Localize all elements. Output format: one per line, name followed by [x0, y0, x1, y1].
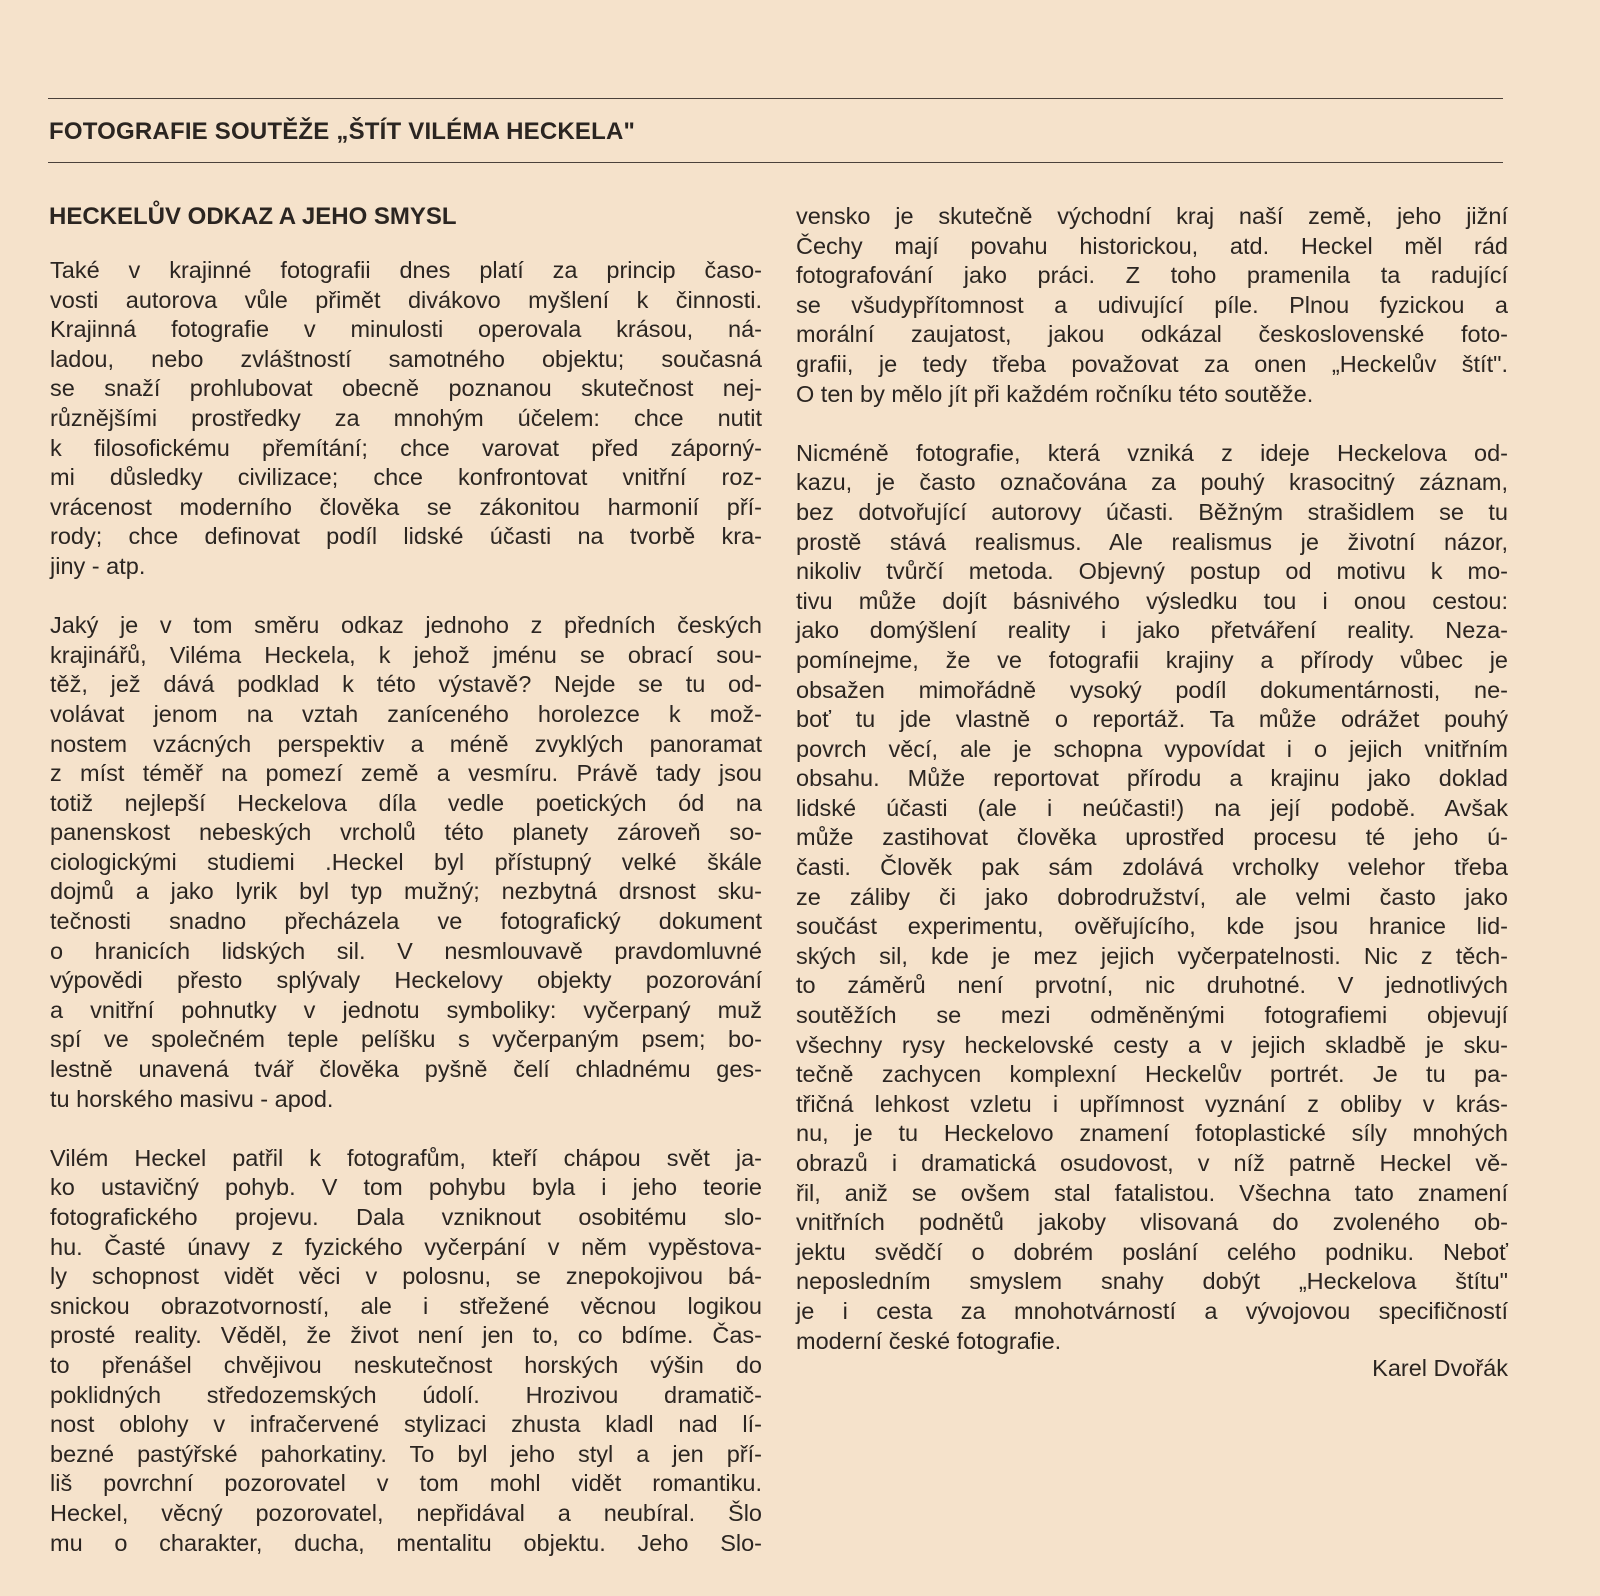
- text-line: nostem vzácných perspektiv a méně zvyklých panoramat: [50, 730, 762, 757]
- text-line: lidské účasti (ale i neúčasti!) na její podobě. Avšak: [796, 794, 1508, 821]
- text-line: vensko je skutečně východní kraj naší země, jeho jižní: [796, 203, 1508, 229]
- text-line: Vilém Heckel patřil k fotografům, kteří chápou svět ja-: [50, 1144, 762, 1171]
- text-line: obsažen mimořádně vysoký podíl dokumentárnosti, ne-: [796, 676, 1508, 703]
- text-line: fotografického projevu. Dala vzniknout osobitému slo-: [50, 1204, 762, 1230]
- text-line: spí ve společném teple pelíšku s vyčerpaným psem; bo-: [50, 1026, 762, 1053]
- text-line: k filosofickému přemítání; chce varovat před záporný-: [50, 434, 762, 461]
- text-line: pomínejme, že ve fotografii krajiny a přírody vůbec je: [796, 646, 1508, 673]
- text-line: tečnosti snadno přecházela ve fotografický dokument: [50, 908, 762, 935]
- text-line: to záměrů není prvotní, nic druhotné. V jednotlivých: [796, 972, 1508, 999]
- header-rule: [48, 162, 1503, 163]
- text-line: ských sil, kde je mez jejich vyčerpatelnosti. Nic z těch-: [796, 942, 1508, 969]
- text-line: kazu, je často označována za pouhý krasocitný záznam,: [796, 469, 1508, 496]
- text-line: prostě stává realismus. Ale realismus je životní názor,: [796, 528, 1508, 555]
- text-line: Čechy mají povahu historickou, atd. Heckel měl rád: [796, 232, 1508, 259]
- text-line: a vnitřní pohnutky v jednotu symboliky: vyčerpaný muž: [50, 996, 762, 1023]
- text-line: poklidných středozemských údolí. Hrozivou dramatič-: [50, 1381, 762, 1408]
- text-line: může zastihovat člověka uprostřed procesu té jeho ú-: [796, 824, 1508, 851]
- text-line: lestně unavená tvář člověka pyšně čelí chladnému ges-: [50, 1056, 762, 1083]
- top-rule: [48, 98, 1503, 99]
- text-line: z míst téměř na pomezí země a vesmíru. Právě tady jsou: [50, 760, 762, 787]
- text-line: třičná lehkost vzletu i upřímnost vyznání z obliby v krás-: [796, 1090, 1508, 1117]
- text-line: ladou, nebo zvláštností samotného objektu; současná: [50, 345, 762, 372]
- text-line: fotografování jako práci. Z toho pramenila ta radující: [796, 262, 1508, 289]
- text-line: Také v krajinné fotografii dnes platí za princip časo-: [50, 257, 762, 283]
- text-line: Krajinná fotografie v minulosti operovala krásou, ná-: [50, 316, 762, 343]
- text-line: se všudypřítomnost a udivující píle. Plnou fyzickou a: [796, 291, 1508, 318]
- text-line: krajinářů, Viléma Heckela, k jehož jménu se obrací sou-: [50, 641, 762, 668]
- text-line: neposledním smyslem snahy dobýt „Heckelova štítu": [796, 1268, 1508, 1295]
- text-line: časti. Člověk pak sám zdolává vrcholky velehor třeba: [796, 854, 1508, 881]
- text-line: bezné pastýřské pahorkatiny. To byl jeho styl a jen pří-: [50, 1440, 762, 1467]
- text-line: prosté reality. Věděl, že život není jen to, co bdíme. Čas-: [50, 1322, 762, 1349]
- text-line: součást experimentu, ověřujícího, kde jsou hranice lid-: [796, 913, 1508, 940]
- text-line: volávat jenom na vztah zaníceného horolezce k mož-: [50, 700, 762, 727]
- paragraph: [796, 202, 1508, 409]
- text-line: rody; chce definovat podíl lidské účasti na tvorbě kra-: [50, 523, 762, 550]
- text-line: různějšími prostředky za mnohým účelem: chce nutit: [50, 404, 762, 431]
- text-line: jektu svědčí o dobrém poslání celého podniku. Neboť: [796, 1238, 1508, 1265]
- text-line: dojmů a jako lyrik byl typ mužný; nezbytná drsnost sku-: [50, 878, 762, 905]
- text-line: těž, jež dává podklad k této výstavě? Nejde se tu od-: [50, 671, 762, 698]
- text-line: totiž nejlepší Heckelova díla vedle poetických ód na: [50, 789, 762, 816]
- text-line: mu o charakter, ducha, mentalitu objektu. Jeho Slo-: [50, 1529, 762, 1556]
- text-line: ciologickými studiemi .Heckel byl přístupný velké škále: [50, 848, 762, 875]
- text-line: o hranicích lidských sil. V nesmlouvavě pravdomluvné: [50, 937, 762, 964]
- text-line: tivu může dojít básnivého výsledku tou i onou cestou:: [796, 587, 1508, 614]
- text-line: O ten by mělo jít při každém ročníku této soutěže.: [796, 380, 1314, 407]
- text-line: se snaží prohlubovat obecně poznanou skutečnost nej-: [50, 375, 762, 402]
- text-line: bez dotvořující autorovy účasti. Běžným strašidlem se tu: [796, 498, 1508, 525]
- text-line: boť tu jde vlastně o reportáž. Ta může odrážet pouhý: [796, 706, 1508, 733]
- text-line: je i cesta za mnohotvárností a vývojovou specifičností: [796, 1297, 1508, 1324]
- text-line: soutěžích se mezi odměněnými fotografiemi objevují: [796, 1002, 1508, 1029]
- text-line: ko ustavičný pohyb. V tom pohybu byla i jeho teorie: [50, 1174, 762, 1201]
- text-line: grafii, je tedy třeba považovat za onen „Heckelův štít".: [796, 350, 1508, 377]
- text-line: nikoliv tvůrčí metoda. Objevný postup od motivu k mo-: [796, 558, 1508, 585]
- article-title: HECKELŮV ODKAZ A JEHO SMYSL: [49, 203, 457, 230]
- text-line: výpovědi přesto splývaly Heckelovy objekty pozorování: [50, 967, 762, 994]
- text-line: hu. Časté únavy z fyzického vyčerpání v něm vypěstova-: [50, 1233, 762, 1260]
- text-line: mi důsledky civilizace; chce konfrontovat vnitřní roz-: [50, 464, 762, 491]
- text-line: obrazů i dramatická osudovost, v níž patrně Heckel vě-: [796, 1150, 1508, 1176]
- text-line: snickou obrazotvorností, ale i střežené věcnou logikou: [50, 1292, 762, 1319]
- text-line: vnitřních podnětů jakoby vlisovaná do zvoleného ob-: [796, 1209, 1508, 1236]
- section-header: FOTOGRAFIE SOUTĚŽE „ŠTÍT VILÉMA HECKELA": [49, 118, 636, 145]
- text-line: panenskost nebeských vrcholů této planety zároveň so-: [50, 819, 762, 846]
- text-line: povrch věcí, ale je schopna vypovídat i o jejich vnitřním: [796, 735, 1508, 762]
- text-line: ly schopnost vidět věci v polosnu, se znepokojivou bá-: [50, 1263, 762, 1290]
- text-line: tečně zachycen komplexní Heckelův portrét. Je tu pa-: [796, 1061, 1508, 1088]
- text-line: Jaký je v tom směru odkaz jednoho z předních českých: [50, 612, 762, 639]
- text-line: liš povrchní pozorovatel v tom mohl vidět romantiku.: [50, 1470, 762, 1497]
- text-line: ze záliby či jako dobrodružství, ale velmi často jako: [796, 883, 1508, 910]
- left-column: [50, 256, 762, 1588]
- text-line: jako domýšlení reality i jako přetváření reality. Neza-: [796, 617, 1508, 644]
- text-line: morální zaujatost, jakou odkázal československé foto-: [796, 321, 1508, 348]
- text-line: moderní české fotografie.: [796, 1327, 1062, 1354]
- paragraph: [50, 1144, 762, 1558]
- text-line: tu horského masivu - apod.: [50, 1085, 334, 1112]
- author-signature: Karel Dvořák: [1372, 1355, 1508, 1381]
- text-line: obsahu. Může reportovat přírodu a krajinu jako doklad: [796, 765, 1508, 792]
- text-line: řil, aniž se ovšem stal fatalistou. Všechna tato znamení: [796, 1179, 1508, 1206]
- paragraph: [796, 439, 1508, 1356]
- text-line: vrácenost moderního člověka se zákonitou harmonií pří-: [50, 493, 762, 520]
- text-line: všechny rysy heckelovské cesty a v jejich skladbě je sku-: [796, 1031, 1508, 1058]
- right-column: [796, 202, 1508, 1386]
- text-line: nu, je tu Heckelovo znamení fotoplastické síly mnohých: [796, 1120, 1508, 1147]
- text-line: jiny - atp.: [50, 552, 146, 579]
- text-line: vosti autorova vůle přimět divákovo myšlení k činnosti.: [50, 286, 762, 313]
- paragraph: [50, 256, 762, 582]
- text-line: Nicméně fotografie, která vzniká z ideje Heckelova od-: [796, 439, 1508, 466]
- text-line: nost oblohy v infračervené stylizaci zhusta kladl nad lí-: [50, 1411, 762, 1438]
- paragraph: [50, 611, 762, 1114]
- text-line: to přenášel chvějivou neskutečnost horských výšin do: [50, 1351, 762, 1378]
- text-line: Heckel, věcný pozorovatel, nepřidával a neubíral. Šlo: [50, 1499, 762, 1526]
